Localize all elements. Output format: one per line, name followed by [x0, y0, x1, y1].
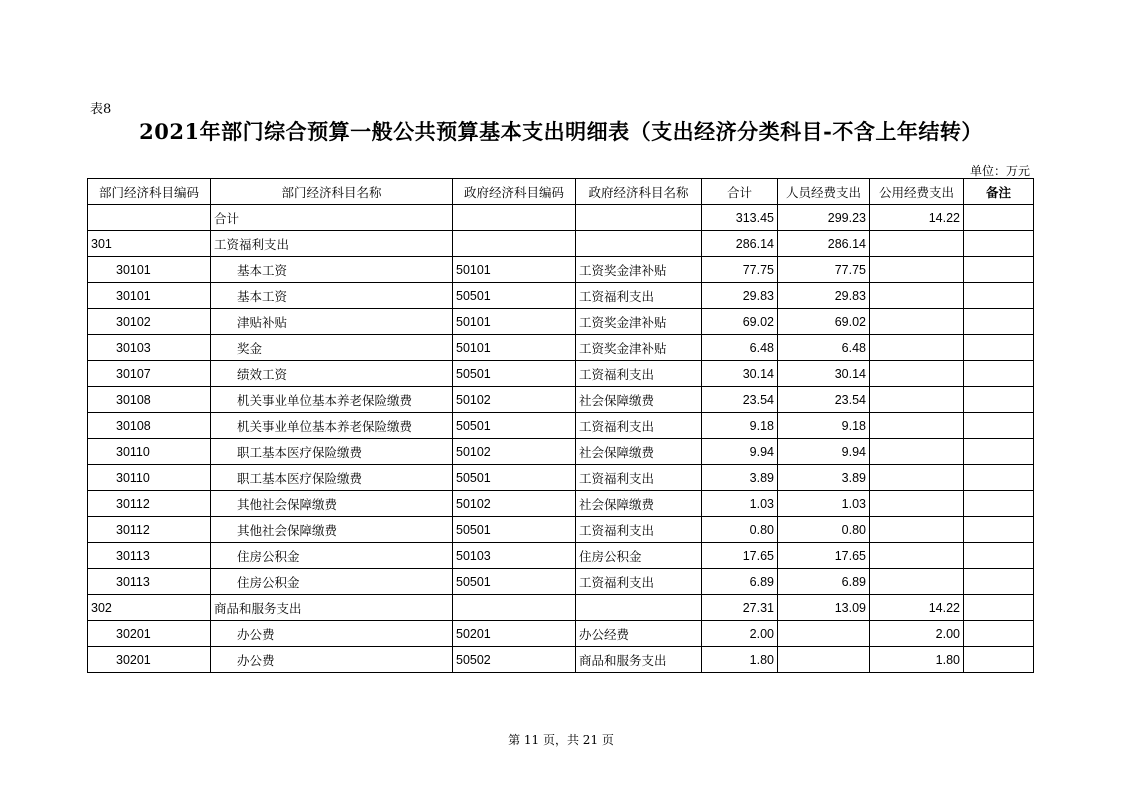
table-row [88, 439, 1034, 465]
gov-name-cell: 工资奖金津补贴 [576, 309, 702, 335]
dept-code-cell: 30110 [88, 439, 211, 465]
total-cell: 313.45 [702, 205, 778, 231]
personnel-cell: 299.23 [778, 205, 870, 231]
gov-code-cell: 50501 [453, 517, 576, 543]
public-cell [870, 465, 964, 491]
table-label: 表8 [90, 102, 112, 117]
dept-name-cell: 办公费 [211, 621, 453, 647]
note-cell [964, 569, 1034, 595]
gov-code-cell [453, 231, 576, 257]
public-cell: 14.22 [870, 205, 964, 231]
gov-name-cell: 社会保障缴费 [576, 387, 702, 413]
table-row [88, 621, 1034, 647]
note-cell [964, 283, 1034, 309]
total-cell: 23.54 [702, 387, 778, 413]
dept-code-cell: 30201 [88, 647, 211, 673]
total-cell: 77.75 [702, 257, 778, 283]
personnel-cell: 6.48 [778, 335, 870, 361]
dept-code-cell: 30201 [88, 621, 211, 647]
public-cell [870, 517, 964, 543]
personnel-cell [778, 647, 870, 673]
gov-name-cell: 社会保障缴费 [576, 439, 702, 465]
personnel-cell: 6.89 [778, 569, 870, 595]
personnel-cell: 23.54 [778, 387, 870, 413]
dept-name-cell: 办公费 [211, 647, 453, 673]
gov-code-cell: 50501 [453, 283, 576, 309]
dept-code-cell: 30107 [88, 361, 211, 387]
header-total: 合计 [702, 179, 778, 205]
public-cell [870, 283, 964, 309]
public-cell [870, 413, 964, 439]
public-cell: 1.80 [870, 647, 964, 673]
total-cell: 1.80 [702, 647, 778, 673]
table-row [88, 231, 1034, 257]
total-cell: 2.00 [702, 621, 778, 647]
dept-code-cell: 30112 [88, 517, 211, 543]
note-cell [964, 491, 1034, 517]
dept-code-cell: 30101 [88, 283, 211, 309]
note-cell [964, 231, 1034, 257]
gov-name-cell [576, 231, 702, 257]
note-cell [964, 387, 1034, 413]
public-cell: 2.00 [870, 621, 964, 647]
note-cell [964, 439, 1034, 465]
dept-name-cell: 基本工资 [211, 257, 453, 283]
table-row [88, 387, 1034, 413]
gov-code-cell: 50102 [453, 387, 576, 413]
total-cell: 17.65 [702, 543, 778, 569]
table-row [88, 361, 1034, 387]
personnel-cell: 9.94 [778, 439, 870, 465]
gov-name-cell: 工资奖金津补贴 [576, 335, 702, 361]
total-cell: 9.94 [702, 439, 778, 465]
header-dept-code: 部门经济科目编码 [88, 179, 211, 205]
dept-name-cell: 机关事业单位基本养老保险缴费 [211, 387, 453, 413]
dept-name-cell: 其他社会保障缴费 [211, 491, 453, 517]
note-cell [964, 543, 1034, 569]
table-row [88, 465, 1034, 491]
gov-name-cell: 工资福利支出 [576, 361, 702, 387]
personnel-cell [778, 621, 870, 647]
header-note: 备注 [964, 179, 1034, 205]
table-row [88, 491, 1034, 517]
gov-code-cell: 50501 [453, 361, 576, 387]
personnel-cell: 29.83 [778, 283, 870, 309]
note-cell [964, 309, 1034, 335]
public-cell [870, 309, 964, 335]
personnel-cell: 77.75 [778, 257, 870, 283]
dept-name-cell: 职工基本医疗保险缴费 [211, 465, 453, 491]
personnel-cell: 1.03 [778, 491, 870, 517]
table-row [88, 205, 1034, 231]
total-cell: 6.48 [702, 335, 778, 361]
gov-code-cell: 50501 [453, 413, 576, 439]
dept-name-cell: 工资福利支出 [211, 231, 453, 257]
page-title: 2021年部门综合预算一般公共预算基本支出明细表（支出经济分类科目-不含上年结转） [139, 119, 983, 144]
dept-code-cell: 30108 [88, 413, 211, 439]
total-cell: 6.89 [702, 569, 778, 595]
header-gov-code: 政府经济科目编码 [453, 179, 576, 205]
dept-code-cell: 30113 [88, 543, 211, 569]
note-cell [964, 595, 1034, 621]
dept-code-cell: 30101 [88, 257, 211, 283]
gov-code-cell: 50502 [453, 647, 576, 673]
table-row [88, 257, 1034, 283]
gov-code-cell: 50102 [453, 491, 576, 517]
public-cell [870, 569, 964, 595]
total-cell: 3.89 [702, 465, 778, 491]
gov-name-cell [576, 205, 702, 231]
public-cell: 14.22 [870, 595, 964, 621]
public-cell [870, 231, 964, 257]
note-cell [964, 647, 1034, 673]
gov-code-cell: 50101 [453, 309, 576, 335]
total-cell: 1.03 [702, 491, 778, 517]
personnel-cell: 30.14 [778, 361, 870, 387]
note-cell [964, 517, 1034, 543]
gov-code-cell [453, 595, 576, 621]
table-row [88, 413, 1034, 439]
public-cell [870, 439, 964, 465]
note-cell [964, 465, 1034, 491]
dept-code-cell: 30112 [88, 491, 211, 517]
gov-code-cell: 50103 [453, 543, 576, 569]
note-cell [964, 361, 1034, 387]
header-dept-name: 部门经济科目名称 [211, 179, 453, 205]
public-cell [870, 335, 964, 361]
gov-name-cell: 工资福利支出 [576, 517, 702, 543]
total-cell: 0.80 [702, 517, 778, 543]
header-gov-name: 政府经济科目名称 [576, 179, 702, 205]
gov-name-cell: 办公经费 [576, 621, 702, 647]
dept-name-cell: 合计 [211, 205, 453, 231]
header-public: 公用经费支出 [870, 179, 964, 205]
table-body [88, 205, 1034, 673]
dept-code-cell: 30102 [88, 309, 211, 335]
gov-name-cell: 社会保障缴费 [576, 491, 702, 517]
table-row [88, 309, 1034, 335]
personnel-cell: 69.02 [778, 309, 870, 335]
header-row [88, 179, 1034, 205]
dept-name-cell: 住房公积金 [211, 569, 453, 595]
note-cell [964, 621, 1034, 647]
gov-code-cell: 50101 [453, 335, 576, 361]
table-row [88, 595, 1034, 621]
header-personnel: 人员经费支出 [778, 179, 870, 205]
dept-code-cell: 302 [88, 595, 211, 621]
dept-name-cell: 基本工资 [211, 283, 453, 309]
personnel-cell: 0.80 [778, 517, 870, 543]
note-cell [964, 335, 1034, 361]
total-cell: 27.31 [702, 595, 778, 621]
gov-name-cell: 工资福利支出 [576, 569, 702, 595]
personnel-cell: 286.14 [778, 231, 870, 257]
note-cell [964, 413, 1034, 439]
public-cell [870, 257, 964, 283]
dept-name-cell: 住房公积金 [211, 543, 453, 569]
dept-code-cell [88, 205, 211, 231]
dept-name-cell: 奖金 [211, 335, 453, 361]
note-cell [964, 257, 1034, 283]
personnel-cell: 17.65 [778, 543, 870, 569]
table-row [88, 283, 1034, 309]
dept-code-cell: 30108 [88, 387, 211, 413]
dept-code-cell: 30110 [88, 465, 211, 491]
dept-name-cell: 津贴补贴 [211, 309, 453, 335]
page-footer: 第 11 页，共 21 页 [508, 733, 614, 747]
gov-name-cell: 工资奖金津补贴 [576, 257, 702, 283]
personnel-cell: 13.09 [778, 595, 870, 621]
dept-code-cell: 30103 [88, 335, 211, 361]
gov-name-cell [576, 595, 702, 621]
table-row [88, 647, 1034, 673]
gov-code-cell: 50102 [453, 439, 576, 465]
gov-name-cell: 住房公积金 [576, 543, 702, 569]
total-cell: 29.83 [702, 283, 778, 309]
public-cell [870, 361, 964, 387]
personnel-cell: 9.18 [778, 413, 870, 439]
gov-code-cell: 50201 [453, 621, 576, 647]
gov-code-cell [453, 205, 576, 231]
dept-name-cell: 商品和服务支出 [211, 595, 453, 621]
dept-code-cell: 301 [88, 231, 211, 257]
dept-code-cell: 30113 [88, 569, 211, 595]
table-row [88, 543, 1034, 569]
total-cell: 9.18 [702, 413, 778, 439]
dept-name-cell: 机关事业单位基本养老保险缴费 [211, 413, 453, 439]
unit-label: 单位：万元 [969, 164, 1030, 178]
budget-table [87, 178, 1034, 673]
table-row [88, 335, 1034, 361]
personnel-cell: 3.89 [778, 465, 870, 491]
public-cell [870, 543, 964, 569]
dept-name-cell: 其他社会保障缴费 [211, 517, 453, 543]
table-row [88, 517, 1034, 543]
dept-name-cell: 绩效工资 [211, 361, 453, 387]
dept-name-cell: 职工基本医疗保险缴费 [211, 439, 453, 465]
gov-name-cell: 工资福利支出 [576, 465, 702, 491]
gov-name-cell: 工资福利支出 [576, 283, 702, 309]
total-cell: 69.02 [702, 309, 778, 335]
gov-name-cell: 商品和服务支出 [576, 647, 702, 673]
total-cell: 286.14 [702, 231, 778, 257]
table-row [88, 569, 1034, 595]
public-cell [870, 491, 964, 517]
gov-name-cell: 工资福利支出 [576, 413, 702, 439]
gov-code-cell: 50501 [453, 569, 576, 595]
note-cell [964, 205, 1034, 231]
gov-code-cell: 50101 [453, 257, 576, 283]
total-cell: 30.14 [702, 361, 778, 387]
public-cell [870, 387, 964, 413]
gov-code-cell: 50501 [453, 465, 576, 491]
